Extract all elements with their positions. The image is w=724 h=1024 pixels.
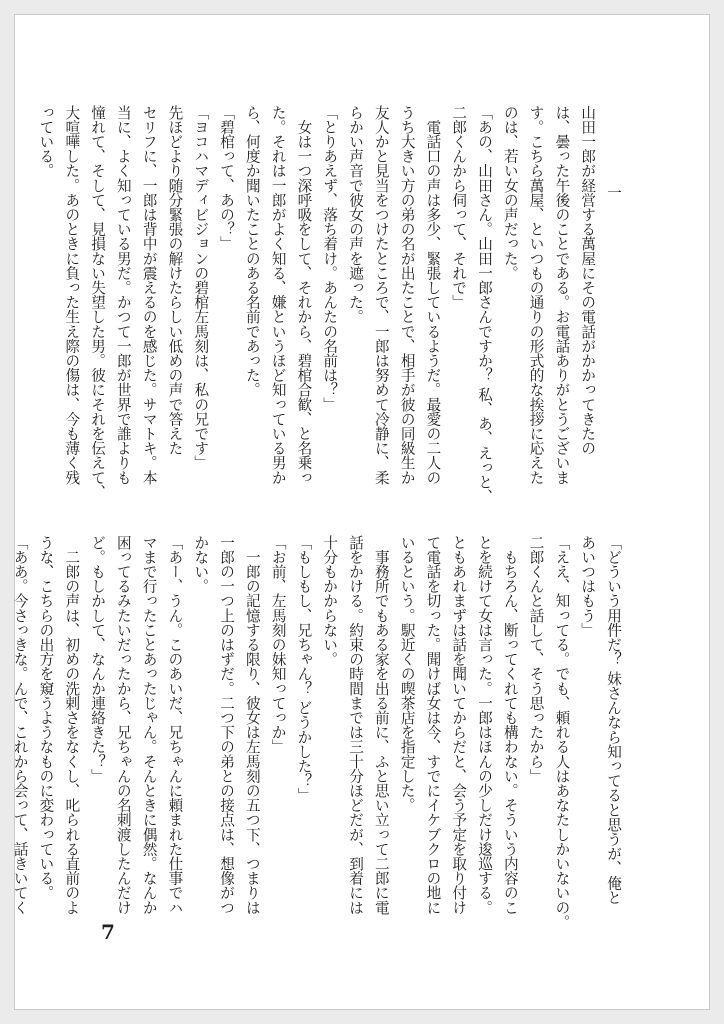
text-line: 当に、よく知っている男だ。かつて一郎が世界で誰よりも bbox=[114, 105, 132, 485]
text-line: らかい声音で彼女の声を遮った。 bbox=[347, 105, 365, 324]
text-line: 困ってるみたいだったから、兄ちゃんの名刺渡したんだけ bbox=[114, 535, 132, 915]
text-line: うな、こちらの出方を窺うようなものに変わっている。 bbox=[37, 535, 55, 900]
text-line: ら、何度か聞いたことのある名前であった。 bbox=[243, 105, 261, 397]
text-line: のは、若い女の声だった。 bbox=[501, 105, 519, 281]
text-line: 「ええ、知ってる。でも、頼れる人はあなたしかいないの。 bbox=[553, 535, 571, 930]
text-line: 二郎くんから伺って、それで」 bbox=[450, 105, 468, 310]
text-line: あいつはもう」 bbox=[579, 535, 597, 638]
text-line: 二郎くんと話して、そう思ったから」 bbox=[527, 535, 545, 784]
page-number: 7 bbox=[101, 920, 115, 944]
book-page bbox=[11, 14, 710, 1010]
chapter-number: 一 bbox=[605, 185, 622, 200]
text-line: とを続けて女は言った。一郎はほんの少しだけ逡巡する。 bbox=[476, 535, 494, 915]
text-line: もちろん、断ってくれても構わない。そういう内容のこ bbox=[501, 535, 519, 915]
text-line: うち大きい方の弟の名が出たことで、相手が彼の同級生か bbox=[398, 105, 416, 485]
text-line: 大喧嘩した。あのときに負った生え際の傷は、今も薄く残 bbox=[63, 105, 81, 485]
text-line: 女は一つ深呼吸をして、それから、碧棺合歓、と名乗っ bbox=[295, 105, 313, 485]
text-line: 「どういう用件だ？ 妹さんなら知ってると思うが、俺と bbox=[605, 535, 622, 905]
text-line: ど。もしかして、なんか連絡きた？」 bbox=[89, 535, 107, 784]
text-line: て電話を切った。聞けば女は今、すでにイケブクロの地に bbox=[424, 535, 442, 915]
text-line: 「お前、左馬刻の妹知ってっか」 bbox=[269, 535, 287, 754]
text-line: いるという。駅近くの喫茶店を指定した。 bbox=[398, 535, 416, 813]
text-line: 二郎の声は、初めの洗剌さをなくし、叱られる直前のよ bbox=[63, 535, 81, 915]
upper-text-block bbox=[37, 105, 626, 504]
text-line: 「ヨコハマディビジョンの碧棺左馬刻は、私の兄です」 bbox=[192, 105, 210, 470]
text-line: 「ああ。今さっきな。んで、これから会って、話きいてく bbox=[11, 535, 29, 915]
text-line: 先ほどより随分緊張の解けたらしい低めの声で答えた bbox=[166, 105, 184, 456]
text-line: 憧れて、そして、見損ない失望した男。彼にそれを伝えて、 bbox=[89, 105, 107, 500]
text-line: ともあれまずは話を聞いてからだと、会う予定を取り付け bbox=[450, 535, 468, 915]
text-line: 「もしもし、兄ちゃん？ どうかした？」 bbox=[295, 535, 313, 803]
text-line: 「とりあえず、落ち着け。あんたの名前は？」 bbox=[321, 105, 339, 412]
text-line: は、曇った午後のことである。お電話ありがとうございま bbox=[553, 105, 571, 485]
text-line: 十分もかからない。 bbox=[321, 535, 339, 667]
text-line: 友人かと見当をつけたところで、一郎は努めて冷静に、柔 bbox=[372, 105, 390, 485]
text-line: マまで行ったことあったじゃん。そんときに偶然。なんか bbox=[140, 535, 158, 915]
text-line: 「あの、山田さん。山田一郎さんですか？ 私、あ、えっと、 bbox=[476, 105, 494, 504]
text-line: 電話口の声は多少、緊張しているようだ。最愛の二人の bbox=[424, 105, 442, 485]
text-line: 話をかける。約束の時間までは三十分ほどだが、到着には bbox=[347, 535, 365, 915]
text-line: っている。 bbox=[37, 105, 55, 178]
lower-text-block bbox=[11, 535, 626, 930]
text-line: 一郎の記憶する限り、彼女は左馬刻の五つ下、つまりは bbox=[243, 535, 261, 915]
text-line: かない。 bbox=[192, 535, 210, 594]
text-line: す。こちら萬屋、といつもの通りの形式的な挨拶に応えた bbox=[527, 105, 545, 485]
text-line: た。それは一郎がよく知る、嫌というほど知っている男か bbox=[269, 105, 287, 485]
text-line: 「碧棺って、あの？」 bbox=[218, 105, 236, 251]
text-line: 事務所でもある家を出る前に、ふと思い立って二郎に電 bbox=[372, 535, 390, 915]
text-line: セリフに、一郎は背中が震えるのを感じた。サマトキ。本 bbox=[140, 105, 158, 485]
text-line: 一郎の一つ上のはずだ。二つ下の弟との接点は、想像がつ bbox=[218, 535, 236, 915]
text-line: 「あー、うん。このあいだ、兄ちゃんに頼まれた仕事でハ bbox=[166, 535, 184, 915]
text-line: 山田一郎が経営する萬屋にその電話がかかってきたの bbox=[579, 105, 597, 456]
